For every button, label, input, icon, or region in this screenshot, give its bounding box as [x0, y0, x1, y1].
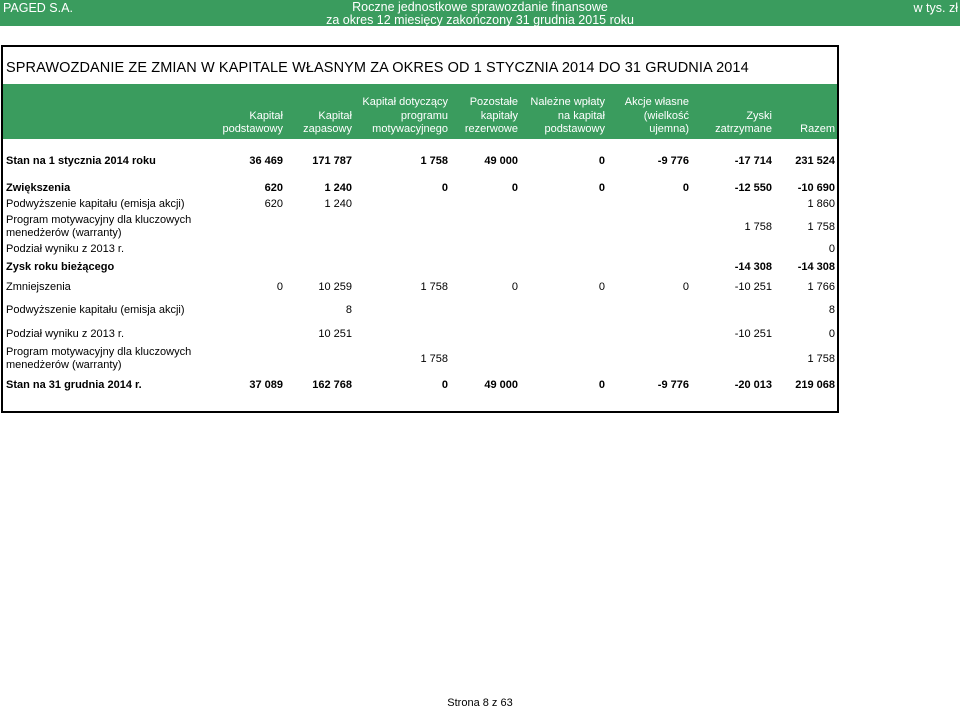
- column-header-line: podstawowy: [222, 123, 283, 135]
- cell-treasury-shares: -9 776: [657, 379, 689, 391]
- cell-other-reserve-capital: 49 000: [484, 155, 518, 167]
- cell-total: 219 068: [795, 379, 835, 391]
- column-header-retained-earnings: [715, 96, 772, 137]
- row-label: [6, 198, 185, 211]
- column-header-supplementary-capital: [303, 96, 352, 137]
- cell-retained-earnings: -20 013: [734, 379, 772, 391]
- row-label-line1: Podwyższenie kapitału (emisja akcji): [6, 198, 185, 210]
- row-label: [6, 243, 124, 256]
- company-name: PAGED S.A.: [3, 1, 73, 15]
- column-header-incentive-program-capital: [362, 96, 448, 137]
- row-label: [6, 328, 124, 341]
- cell-share-capital-receivables: 0: [598, 281, 605, 293]
- column-header-line: zatrzymane: [715, 123, 772, 135]
- cell-total: -10 690: [797, 182, 835, 194]
- column-header-treasury-shares: [625, 96, 689, 137]
- cell-retained-earnings: -10 251: [734, 328, 772, 340]
- cell-total: 0: [828, 328, 835, 340]
- cell-share-capital-receivables: 0: [598, 155, 605, 167]
- cell-supplementary-capital: 162 768: [312, 379, 352, 391]
- row-label: [6, 346, 191, 372]
- column-header-line: Kapitał: [318, 109, 352, 122]
- cell-treasury-shares: 0: [682, 281, 689, 293]
- row-label-line1: Program motywacyjny dla kluczowych: [6, 346, 192, 358]
- cell-share-capital-receivables: 0: [598, 182, 605, 194]
- column-header-line: kapitały: [480, 109, 518, 122]
- cell-retained-earnings: -12 550: [734, 182, 772, 194]
- report-title: [0, 1, 960, 27]
- cell-treasury-shares: -9 776: [657, 155, 689, 167]
- column-header-line: [715, 96, 772, 110]
- column-header-line: Należne wpłaty: [530, 96, 605, 108]
- column-header-line: Kapitał: [249, 109, 283, 122]
- cell-incentive-program-capital: 1 758: [420, 281, 448, 293]
- cell-total: 0: [828, 243, 835, 255]
- row-label-line1: Zmniejszenia: [6, 281, 71, 293]
- statement-title: SPRAWOZDANIE ZE ZMIAN W KAPITALE WŁASNYM ZA OKRES OD 1 STYCZNIA 2014 DO 31 GRUDNIA 2014: [6, 60, 749, 76]
- column-header-line: zapasowy: [303, 123, 352, 135]
- column-header-band: [3, 84, 837, 139]
- cell-share-capital: 620: [264, 182, 283, 194]
- cell-supplementary-capital: 8: [345, 304, 352, 316]
- cell-treasury-shares: 0: [682, 182, 689, 194]
- cell-incentive-program-capital: 0: [441, 379, 448, 391]
- column-header-line: na kapitał: [557, 109, 605, 122]
- row-label: [6, 182, 70, 195]
- row-label-line2: menedżerów (warranty): [6, 227, 122, 239]
- column-header-total: [800, 96, 835, 137]
- row-label: [6, 261, 114, 274]
- currency-unit: w tys. zł: [913, 1, 958, 15]
- column-header-line: programu: [400, 109, 448, 122]
- column-header-line: rezerwowe: [464, 123, 518, 135]
- cell-total: 8: [828, 304, 835, 316]
- column-header-line: motywacyjnego: [372, 123, 448, 135]
- column-header-line: ujemna): [649, 123, 689, 135]
- cell-share-capital-receivables: 0: [598, 379, 605, 391]
- row-label-line1: Zysk roku bieżącego: [6, 261, 115, 273]
- cell-other-reserve-capital: 0: [511, 281, 518, 293]
- column-header-share-capital: [222, 96, 283, 137]
- report-title-line2: za okres 12 miesięcy zakończony 31 grudnia 2015 roku: [326, 13, 634, 27]
- row-label: [6, 155, 156, 168]
- cell-total: 1 758: [807, 221, 835, 233]
- cell-total: -14 308: [797, 261, 835, 273]
- column-header-line: Razem: [800, 123, 835, 135]
- cell-retained-earnings: 1 758: [744, 221, 772, 233]
- column-header-line: [303, 96, 352, 110]
- row-label-line1: Zwiększenia: [6, 182, 71, 194]
- column-header-line: podstawowy: [544, 123, 605, 135]
- column-header-share-capital-receivables: [530, 96, 605, 137]
- row-label-line1: Podwyższenie kapitału (emisja akcji): [6, 304, 185, 316]
- column-header-line: Zyski: [746, 109, 772, 122]
- cell-incentive-program-capital: 1 758: [420, 353, 448, 365]
- cell-share-capital: 620: [264, 198, 283, 210]
- row-label: [6, 379, 142, 392]
- column-header-line: Akcje własne: [624, 96, 689, 108]
- cell-supplementary-capital: 1 240: [324, 198, 352, 210]
- cell-total: 231 524: [795, 155, 835, 167]
- row-label-line1: Stan na 31 grudnia 2014 r.: [6, 379, 142, 391]
- cell-other-reserve-capital: 49 000: [484, 379, 518, 391]
- row-label: [6, 304, 185, 317]
- column-header-line: [800, 96, 835, 110]
- report-title-line1: Roczne jednostkowe sprawozdanie finansowe: [352, 0, 608, 14]
- cell-retained-earnings: -14 308: [734, 261, 772, 273]
- row-label-line2: menedżerów (warranty): [6, 359, 122, 371]
- row-label: [6, 281, 71, 294]
- cell-supplementary-capital: 171 787: [312, 155, 352, 167]
- cell-supplementary-capital: 10 259: [318, 281, 352, 293]
- cell-retained-earnings: -17 714: [734, 155, 772, 167]
- cell-supplementary-capital: 1 240: [324, 182, 352, 194]
- cell-total: 1 860: [807, 198, 835, 210]
- column-header-other-reserve-capital: [465, 96, 518, 137]
- row-label-line1: Stan na 1 stycznia 2014 roku: [6, 155, 156, 167]
- document-header-bar: [0, 0, 960, 26]
- column-header-line: (wielkość: [643, 109, 689, 122]
- cell-share-capital: 36 469: [249, 155, 283, 167]
- cell-retained-earnings: -10 251: [734, 281, 772, 293]
- cell-share-capital: 0: [276, 281, 283, 293]
- cell-share-capital: 37 089: [249, 379, 283, 391]
- column-header-line: [800, 110, 835, 124]
- cell-incentive-program-capital: 1 758: [420, 155, 448, 167]
- row-label-line1: Program motywacyjny dla kluczowych: [6, 214, 192, 226]
- row-label-line1: Podział wyniku z 2013 r.: [6, 328, 125, 340]
- row-label: [6, 214, 191, 240]
- cell-total: 1 758: [807, 353, 835, 365]
- row-label-line1: Podział wyniku z 2013 r.: [6, 243, 125, 255]
- cell-other-reserve-capital: 0: [511, 182, 518, 194]
- column-header-line: Kapitał dotyczący: [362, 96, 448, 108]
- page-number: Strona 8 z 63: [447, 697, 513, 709]
- cell-incentive-program-capital: 0: [441, 182, 448, 194]
- cell-total: 1 766: [807, 281, 835, 293]
- column-header-line: Pozostałe: [469, 96, 518, 108]
- cell-supplementary-capital: 10 251: [318, 328, 352, 340]
- column-header-line: [222, 96, 283, 110]
